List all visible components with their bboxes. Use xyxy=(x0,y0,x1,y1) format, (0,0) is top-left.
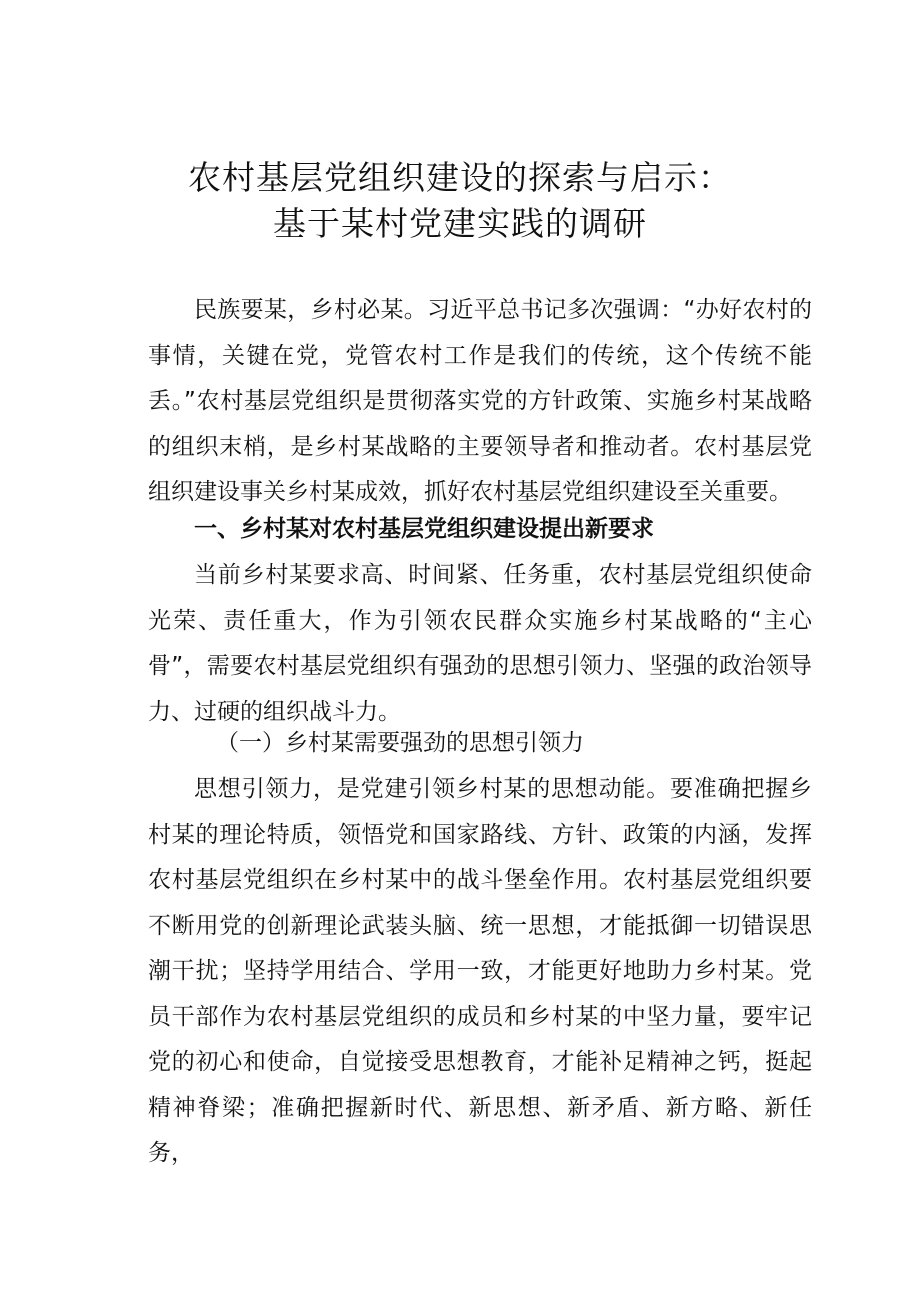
subsection-heading-1: （一）乡村某需要强劲的思想引领力 xyxy=(216,730,584,756)
paragraph-intro: 民族要某，乡村必某。习近平总书记多次强调：“办好农村的事情，关键在党，党管农村工作是我们的传统，这个传统不能丢。”农村基层党组织是贯彻落实党的方针政策、实施乡村某战略的组织末梢，是乡村某战略的主要领导者和推动者。农村基层党组织建设事关乡村某成效，抓好农村基层党组织建设至关重要。 xyxy=(148,297,812,505)
document-title-line-2: 基于某村党建实践的调研 xyxy=(273,204,647,243)
section-heading-1: 一、乡村某对农村基层党组织建设提出新要求 xyxy=(194,516,654,542)
paragraph-section-1: 当前乡村某要求高、时间紧、任务重，农村基层党组织使命光荣、责任重大，作为引领农民群众实施乡村某战略的“主心骨”，需要农村基层党组织有强劲的思想引领力、坚强的政治领导力、过硬的组织战斗力。 xyxy=(148,562,812,725)
document-title-line-1: 农村基层党组织建设的探索与启示： xyxy=(188,158,732,197)
paragraph-subsection-1: 思想引领力，是党建引领乡村某的思想动能。要准确把握乡村某的理论特质，领悟党和国家路线、方针、政策的内涵，发挥农村基层党组织在乡村某中的战斗堡垒作用。农村基层党组织要不断用党的创新理论武装头脑、统一思想，才能抵御一切错误思潮干扰；坚持学用结合、学用一致，才能更好地助力乡村某。党员干部作为农村基层党组织的成员和乡村某的中坚力量，要牢记党的初心和使命，自觉接受思想教育，才能补足精神之钙，挺起精神脊梁；准确把握新时代、新思想、新矛盾、新方略、新任务， xyxy=(148,776,812,1166)
